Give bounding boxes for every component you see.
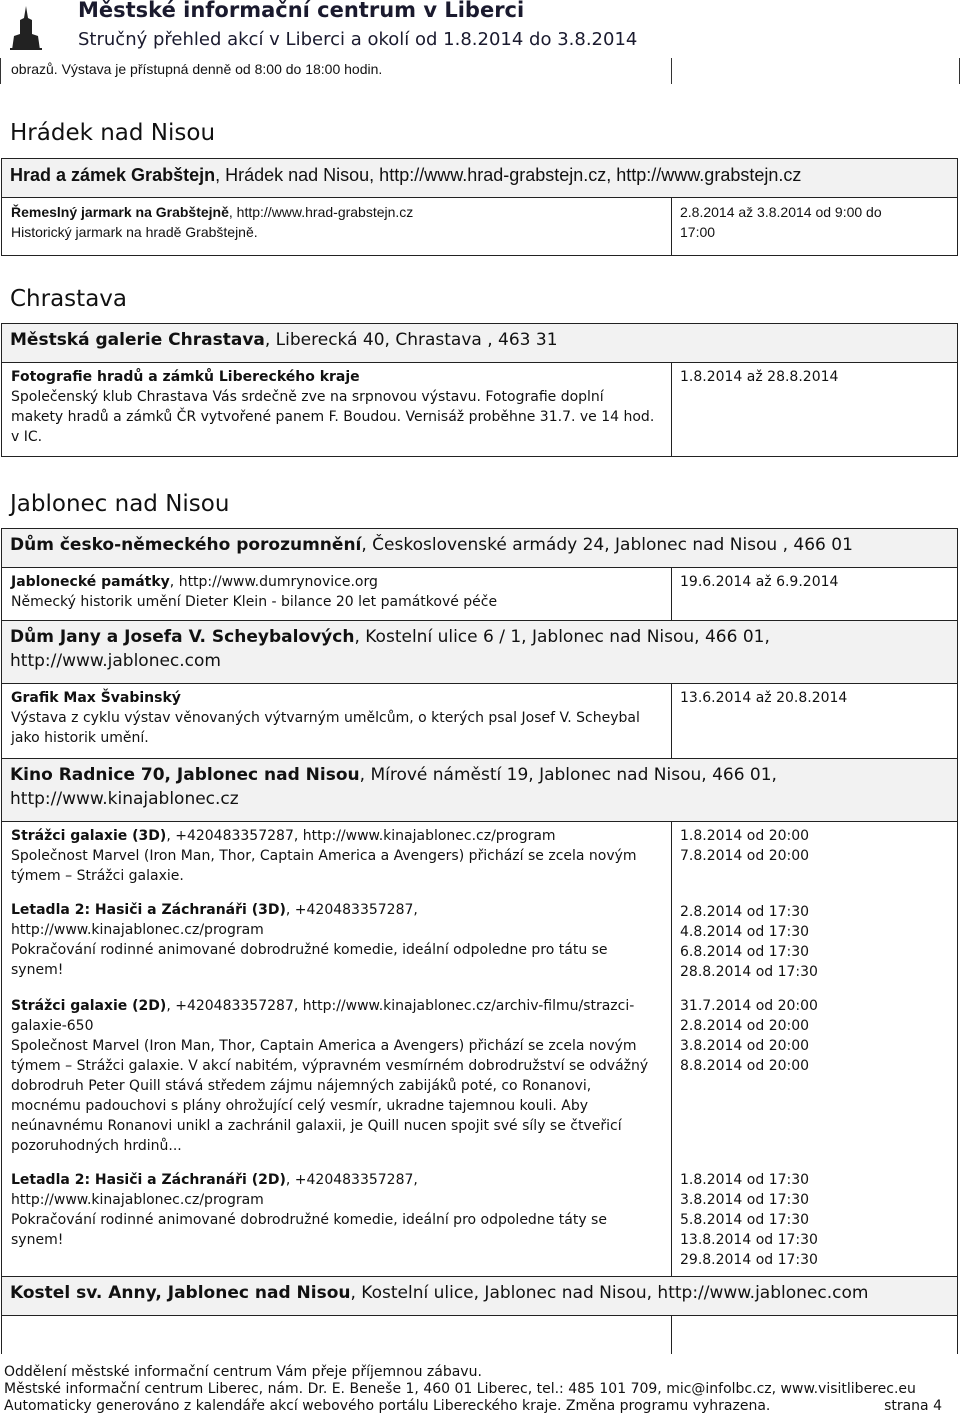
event-description: Pokračování rodinné animované dobrodružné komedie, ideální odpoledne pro tátu se synem!: [11, 942, 608, 978]
place-header: [1, 158, 958, 198]
liberec-logo-icon: [6, 4, 46, 52]
page-header: [0, 0, 960, 58]
event-title[interactable]: Letadla 2: Hasiči a Záchranáři (3D): [11, 902, 286, 918]
event-date: 31.7.2014 od 20:00: [680, 998, 818, 1014]
event-link[interactable]: , +420483357287, http://www.kinajablonec.cz/program: [166, 828, 556, 844]
event-link[interactable]: , +420483357287, http://www.kinajablonec.cz/program: [11, 1172, 418, 1208]
place-name[interactable]: Městská galerie Chrastava: [10, 330, 265, 350]
column-divider: [671, 58, 672, 84]
place-name[interactable]: Kino Radnice 70, Jablonec nad Nisou: [10, 765, 360, 785]
place-details: , Liberecká 40, Chrastava , 463 31: [264, 330, 558, 350]
city-heading-chrastava: Chrastava: [10, 286, 127, 312]
place-name[interactable]: Dům česko-německého porozumnění: [10, 535, 362, 555]
page-number: strana 4: [884, 1398, 942, 1414]
place-details: , Kostelní ulice, Jablonec nad Nisou, http://www.jablonec.com: [350, 1283, 869, 1303]
event-title[interactable]: Řemeslný jarmark na Grabštejně: [11, 204, 229, 220]
event-row: [1, 684, 958, 758]
place-header: [1, 323, 958, 363]
event-description: Společnost Marvel (Iron Man, Thor, Captain America a Avengers) přichází se zcela novým týmem – Strážci galaxie.: [11, 848, 637, 884]
event-row: [1, 363, 958, 457]
event-row: [1, 198, 958, 256]
place-header: [1, 620, 958, 684]
event-title[interactable]: Fotografie hradů a zámků Libereckého kraje: [11, 369, 360, 385]
event-row: [1, 822, 958, 894]
event-description: Německý historik umění Dieter Klein - bilance 20 let památkové péče: [11, 594, 498, 610]
place-details: , Kostelní ulice 6 / 1, Jablonec nad Nisou, 466 01, http://www.jablonec.com: [10, 627, 770, 671]
place-details: , Mírové náměstí 19, Jablonec nad Nisou, 466 01, http://www.kinajablonec.cz: [10, 765, 777, 809]
event-date: 4.8.2014 od 17:30: [680, 924, 810, 940]
event-row-empty: [1, 1316, 958, 1354]
place-details: , Československé armády 24, Jablonec nad Nisou , 466 01: [361, 535, 853, 555]
event-title[interactable]: Strážci galaxie (2D): [11, 998, 167, 1014]
event-date: 13.6.2014 až 20.8.2014: [680, 690, 848, 706]
event-date: 1.8.2014 až 28.8.2014: [680, 369, 839, 385]
event-description: Společnost Marvel (Iron Man, Thor, Captain America a Avengers) přichází se zcela novým týmem – Strážci galaxie. V akcí nabitém, výpravném vesmírném dobrodružství se odvážný dobrodruh Peter Quill stává středem zájmu nájemných zabijáků poté, co Ronanovi, mocnému padouchovi s plány ohrožující celý vesmír, ukradne tajemnou kouli. Aby neúnavnému Ronanovi unikl a zachránil galaxii, je Quill nucen spojit své síly se čtveřicí pozoruhodných hrdinů...: [11, 1038, 649, 1154]
event-link[interactable]: , +420483357287, http://www.kinajablonec.cz/program: [11, 902, 418, 938]
footer-greeting: Oddělení městské informační centrum Vám přeje příjemnou zábavu.: [4, 1364, 482, 1380]
place-name[interactable]: Dům Jany a Josefa V. Scheybalových: [10, 627, 355, 647]
event-link[interactable]: , http://www.hrad-grabstejn.cz: [228, 204, 414, 220]
place-header: [1, 758, 958, 822]
event-date: 8.8.2014 od 20:00: [680, 1058, 810, 1074]
event-date: 5.8.2014 od 17:30: [680, 1212, 810, 1228]
event-date: 28.8.2014 od 17:30: [680, 964, 818, 980]
event-date: 2.8.2014 až 3.8.2014 od 9:00 do: [680, 204, 882, 220]
event-date: 29.8.2014 od 17:30: [680, 1252, 818, 1268]
city-heading-jablonec: Jablonec nad Nisou: [10, 491, 230, 517]
event-row: [1, 568, 958, 620]
event-date: 1.8.2014 od 17:30: [680, 1172, 810, 1188]
page-subtitle: Stručný přehled akcí v Liberci a okolí od 1.8.2014 do 3.8.2014: [78, 29, 638, 50]
event-title[interactable]: Jablonecké památky: [11, 574, 170, 590]
continuation-text: obrazů. Výstava je přístupná denně od 8:00 do 18:00 hodin.: [11, 61, 383, 77]
event-date: 3.8.2014 od 20:00: [680, 1038, 810, 1054]
city-heading-hradek: Hrádek nad Nisou: [10, 120, 216, 146]
event-description: Pokračování rodinné animované dobrodružné komedie, ideální pro odpoledne táty se synem!: [11, 1212, 607, 1248]
event-row: [1, 988, 958, 1162]
event-date: 7.8.2014 od 20:00: [680, 848, 810, 864]
footer-disclaimer: Automaticky generováno z kalendáře akcí webového portálu Libereckého kraje. Změna programu vyhrazena.: [4, 1398, 771, 1414]
event-date: 2.8.2014 od 17:30: [680, 904, 810, 920]
event-date: 3.8.2014 od 17:30: [680, 1192, 810, 1208]
page-title: Městské informační centrum v Liberci: [78, 0, 525, 22]
continuation-row: [0, 58, 960, 84]
event-date: 2.8.2014 od 20:00: [680, 1018, 810, 1034]
event-link[interactable]: , http://www.dumrynovice.org: [169, 574, 378, 590]
event-row: [1, 894, 958, 988]
event-date: 17:00: [680, 224, 716, 240]
event-link[interactable]: , +420483357287, http://www.kinajablonec.cz/archiv-filmu/strazci-galaxie-650: [11, 998, 635, 1034]
event-date: 1.8.2014 od 20:00: [680, 828, 810, 844]
event-date: 6.8.2014 od 17:30: [680, 944, 810, 960]
event-description: Společenský klub Chrastava Vás srdečně zve na srpnovou výstavu. Fotografie doplní makety hradů a zámků ČR vytvořené panem F. Boudou. Vernisáž proběhne 31.7. ve 14 hod. v IC.: [11, 389, 655, 445]
place-details: , Hrádek nad Nisou, http://www.hrad-grabstejn.cz, http://www.grabstejn.cz: [215, 165, 802, 185]
event-title[interactable]: Grafik Max Švabinský: [11, 690, 181, 706]
place-header: [1, 1276, 958, 1316]
event-date: 13.8.2014 od 17:30: [680, 1232, 818, 1248]
event-title[interactable]: Letadla 2: Hasiči a Záchranáři (2D): [11, 1172, 286, 1188]
page-footer: [4, 1364, 956, 1415]
place-header: [1, 528, 958, 568]
event-date: 19.6.2014 až 6.9.2014: [680, 574, 839, 590]
place-name[interactable]: Hrad a zámek Grabštejn: [10, 165, 216, 185]
place-name[interactable]: Kostel sv. Anny, Jablonec nad Nisou: [10, 1283, 351, 1303]
event-description: Historický jarmark na hradě Grabštejně.: [11, 224, 258, 240]
event-title[interactable]: Strážci galaxie (3D): [11, 828, 167, 844]
footer-contact: Městské informační centrum Liberec, nám. Dr. E. Beneše 1, 460 01 Liberec, tel.: 485 101 709, mic@infolbc.cz, www.visitliberec.eu: [4, 1381, 916, 1397]
event-row: [1, 1162, 958, 1276]
event-description: Výstava z cyklu výstav věnovaných výtvarným umělcům, o kterých psal Josef V. Scheybal jako historik umění.: [11, 710, 640, 746]
